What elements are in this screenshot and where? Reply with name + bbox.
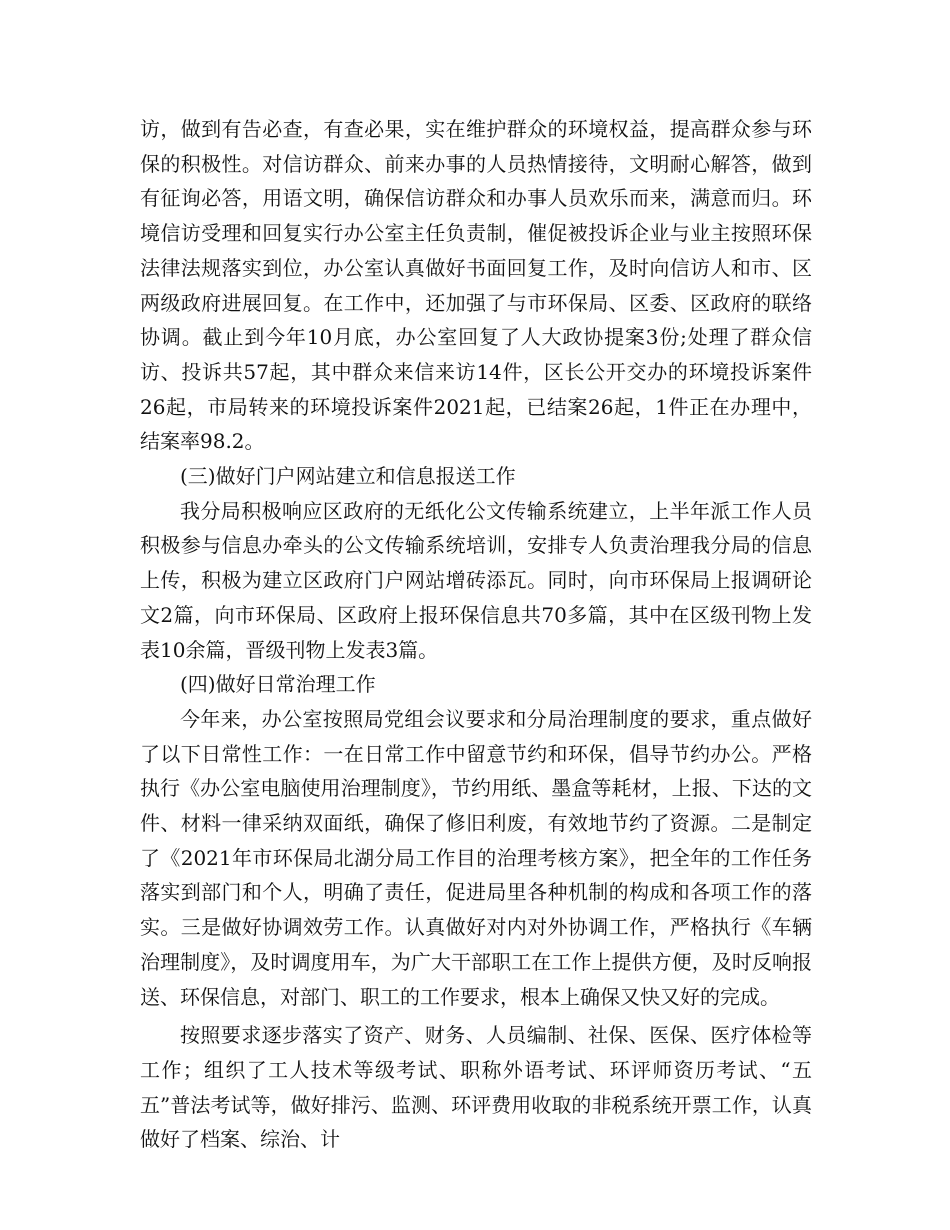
paragraph-portal-website: 我分局积极响应区政府的无纸化公文传输系统建立，上半年派工作人员积极参与信息办牵头的公文传输系统培训，安排专人负责治理我分局的信息上传，积极为建立区政府门户网站增砖添瓦。同时，向市环保局上报调研论文2篇，向市环保局、区政府上报环保信息共70多篇，其中在区级刊物上发表10余篇，晋级刊物上发表3篇。 <box>140 498 812 662</box>
section-heading-portal-website: (三)做好门户网站建立和信息报送工作 <box>180 464 516 489</box>
paragraph-assets-and-exams: 按照要求逐步落实了资产、财务、人员编制、社保、医保、医疗体检等工作；组织了工人技术等级考试、职称外语考试、环评师资历考试、“五五”普法考试等，做好排污、监测、环评费用收取的非税系统开票工作，认真做好了档案、综治、计 <box>140 1023 812 1152</box>
paragraph-daily-management: 今年来，办公室按照局党组会议要求和分局治理制度的要求，重点做好了以下日常性工作：一在日常工作中留意节约和环保，倡导节约办公。严格执行《办公室电脑使用治理制度》，节约用纸、墨盒等耗材，上报、下达的文件、材料一律采纳双面纸，确保了修旧利废，有效地节约了资源。二是制定了《2021年市环保局北湖分局工作目的治理考核方案》，把全年的工作任务落实到部门和个人，明确了责任，促进局里各种机制的构成和各项工作的落实。三是做好协调效劳工作。认真做好对内对外协调工作，严格执行《车辆治理制度》，及时调度用车，为广大干部职工在工作上提供方便，及时反响报送、环保信息，对部门、职工的工作要求，根本上确保又快又好的完成。 <box>140 706 812 1009</box>
paragraph-petition-handling: 访，做到有告必查，有查必果，实在维护群众的环境权益，提高群众参与环保的积极性。对信访群众、前来办事的人员热情接待，文明耐心解答，做到有征询必答，用语文明，确保信访群众和办事人员欢乐而来，满意而归。环境信访受理和回复实行办公室主任负责制，催促被投诉企业与业主按照环保法律法规落实到位，办公室认真做好书面回复工作，及时向信访人和市、区两级政府进展回复。在工作中，还加强了与市环保局、区委、区政府的联络协调。截止到今年10月底，办公室回复了人大政协提案3份;处理了群众信访、投诉共57起，其中群众来信来访14件，区长公开交办的环境投诉案件26起，市局转来的环境投诉案件2021起，已结案26起，1件正在办理中，结案率98.2。 <box>140 117 812 454</box>
document-body <box>140 112 812 1157</box>
section-heading-daily-management: (四)做好日常治理工作 <box>180 672 376 697</box>
